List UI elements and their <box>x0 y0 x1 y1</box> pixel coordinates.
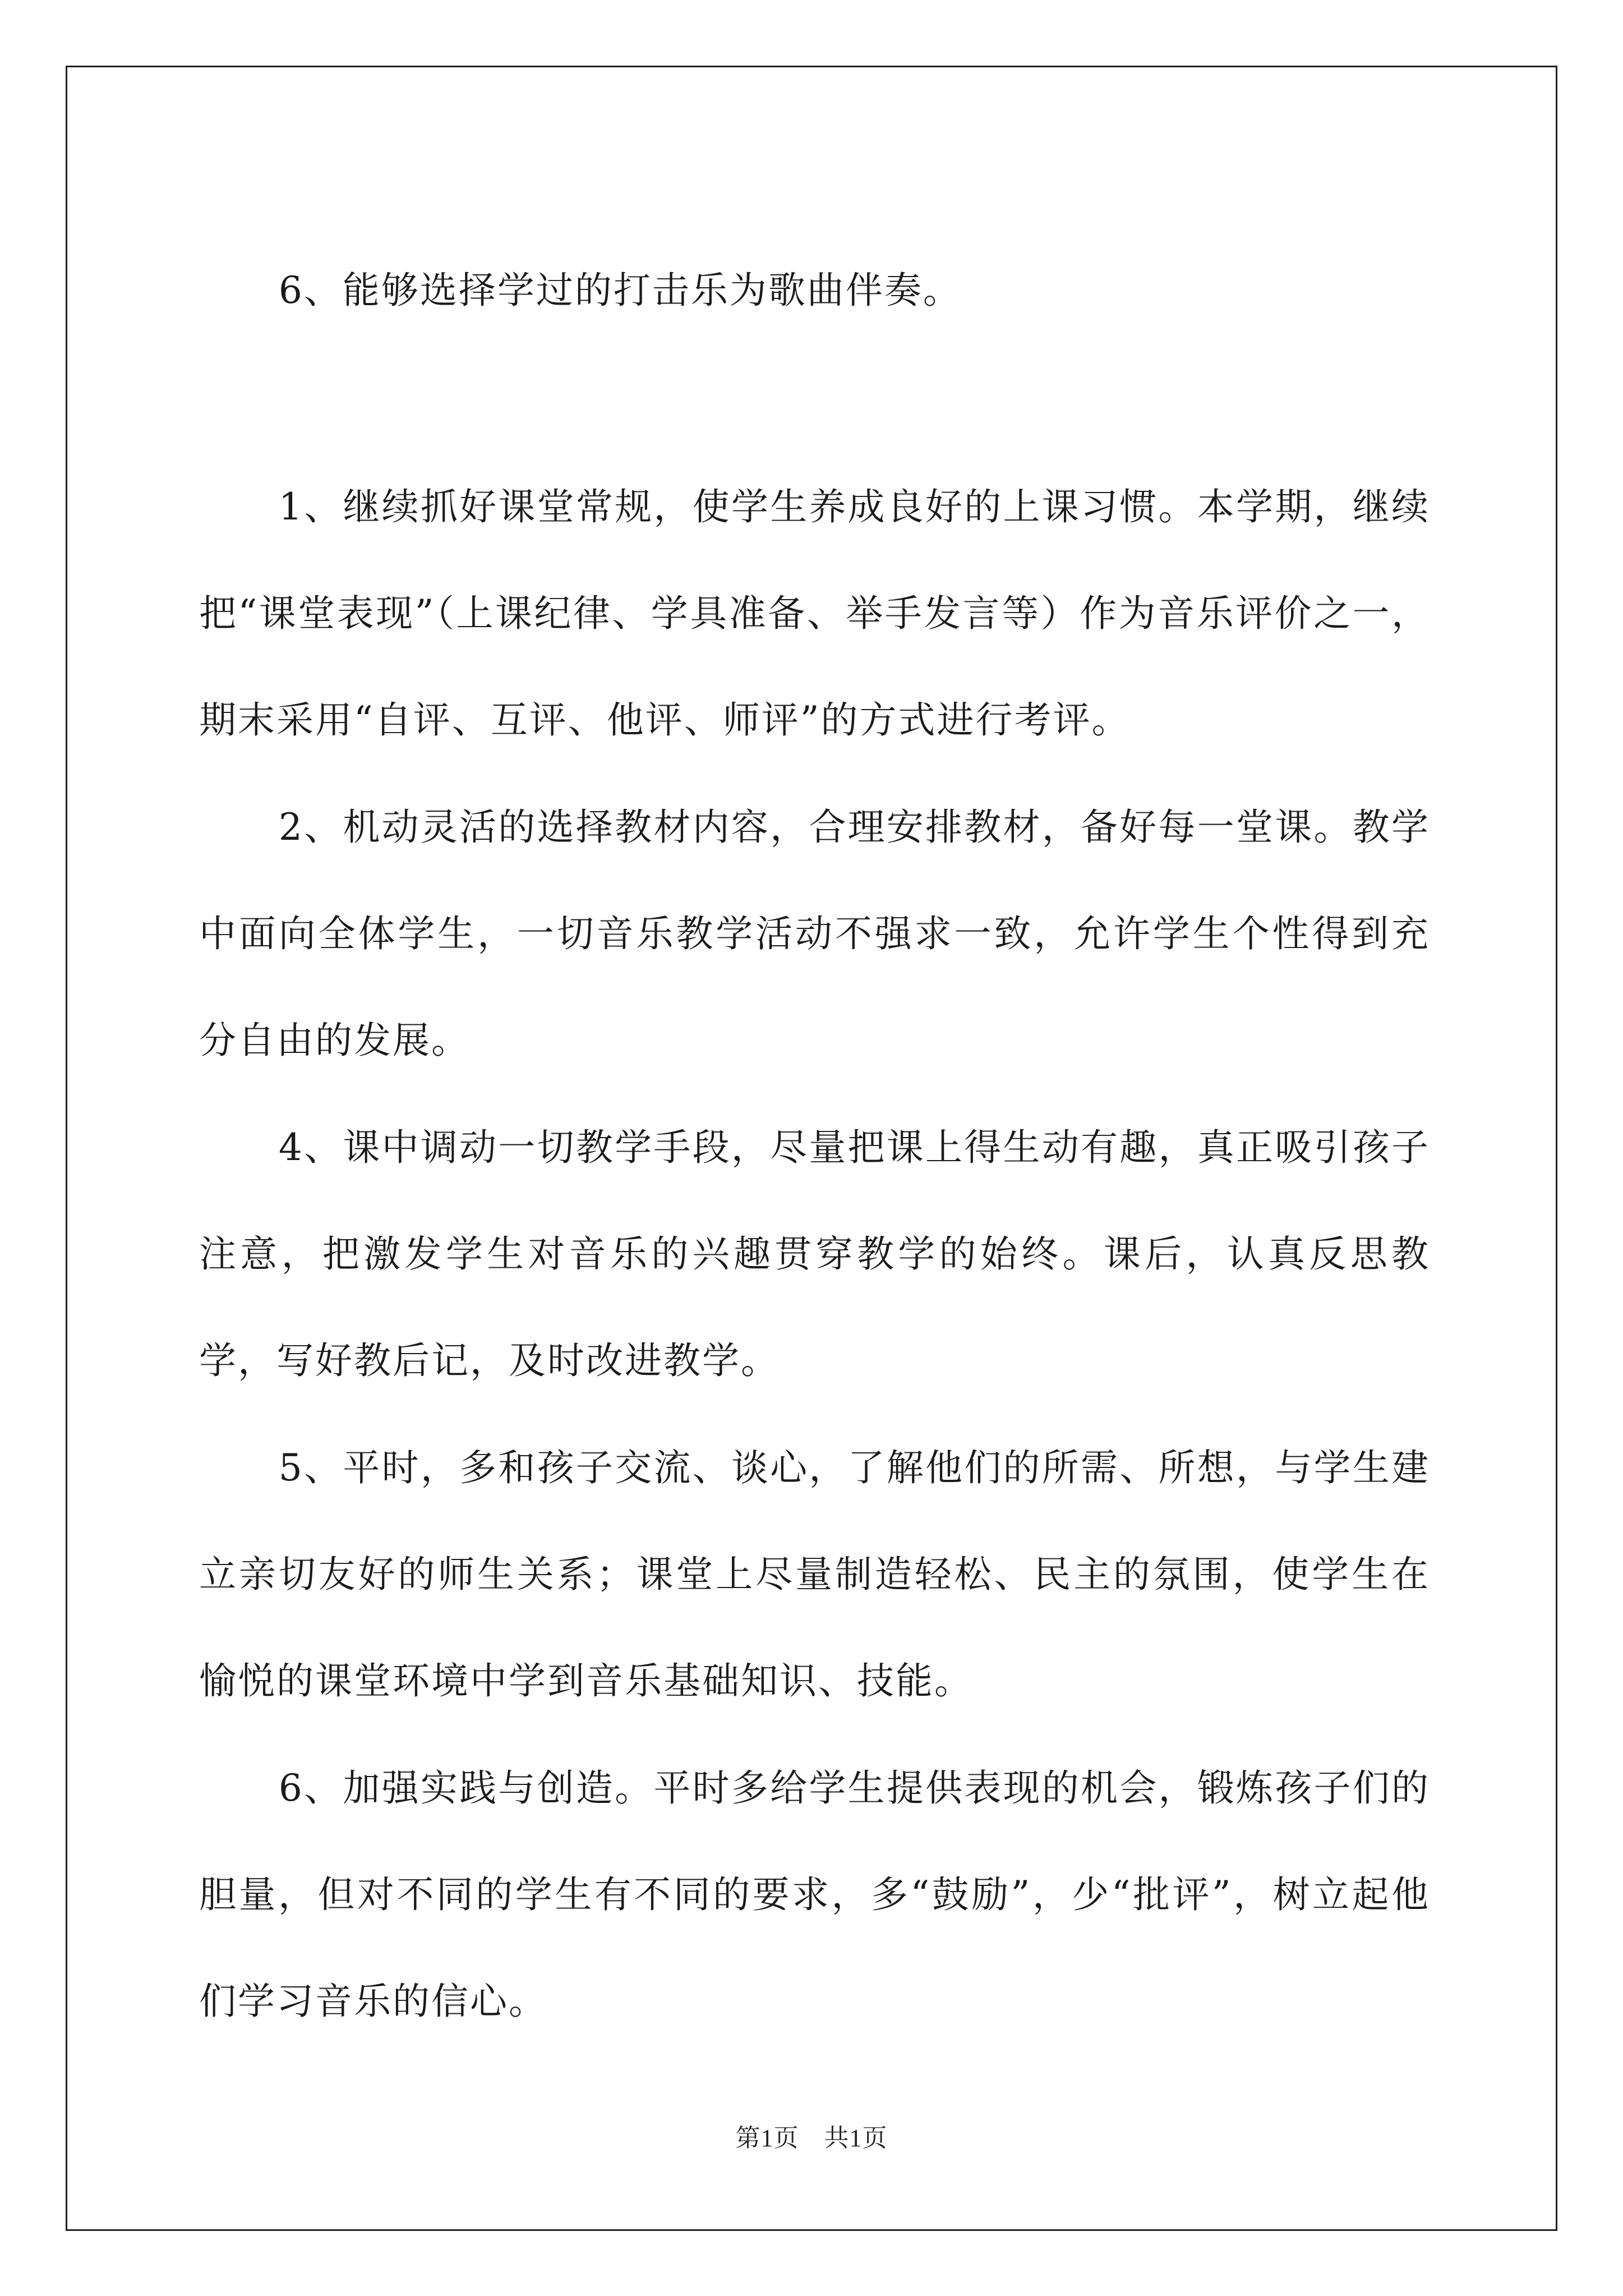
paragraph-student-communication: 5、平时，多和孩子交流、谈心，了解他们的所需、所想，与学生建立亲切友好的师生关系；课堂上尽量制造轻松、民主的氛围，使学生在愉悦的课堂环境中学到音乐基础知识、技能。 <box>199 1446 1430 1703</box>
paragraph-teaching-methods: 4、课中调动一切教学手段，尽量把课上得生动有趣，真正吸引孩子注意，把激发学生对音乐的兴趣贯穿教学的始终。课后，认真反思教学，写好教后记，及时改进教学。 <box>199 1126 1430 1382</box>
paragraph-teaching-materials: 2、机动灵活的选择教材内容，合理安排教材，备好每一堂课。教学中面向全体学生，一切音乐教学活动不强求一致，允许学生个性得到充分自由的发展。 <box>199 806 1430 1062</box>
paragraph-practice-creation: 6、加强实践与创造。平时多给学生提供表现的机会，锻炼孩子们的胆量，但对不同的学生有不同的要求，多“鼓励”，少“批评”，树立起他们学习音乐的信心。 <box>199 1766 1430 2023</box>
paragraph-item-6-percussion: 6、能够选择学过的打击乐为歌曲伴奏。 <box>278 269 962 312</box>
page-number-footer: 第1页 共1页 <box>735 2124 888 2152</box>
paragraph-classroom-routine: 1、继续抓好课堂常规，使学生养成良好的上课习惯。本学期，继续把“课堂表现”（上课纪律、学具准备、举手发言等）作为音乐评价之一，期末采用“自评、互评、他评、师评”的方式进行考评。 <box>199 485 1430 742</box>
